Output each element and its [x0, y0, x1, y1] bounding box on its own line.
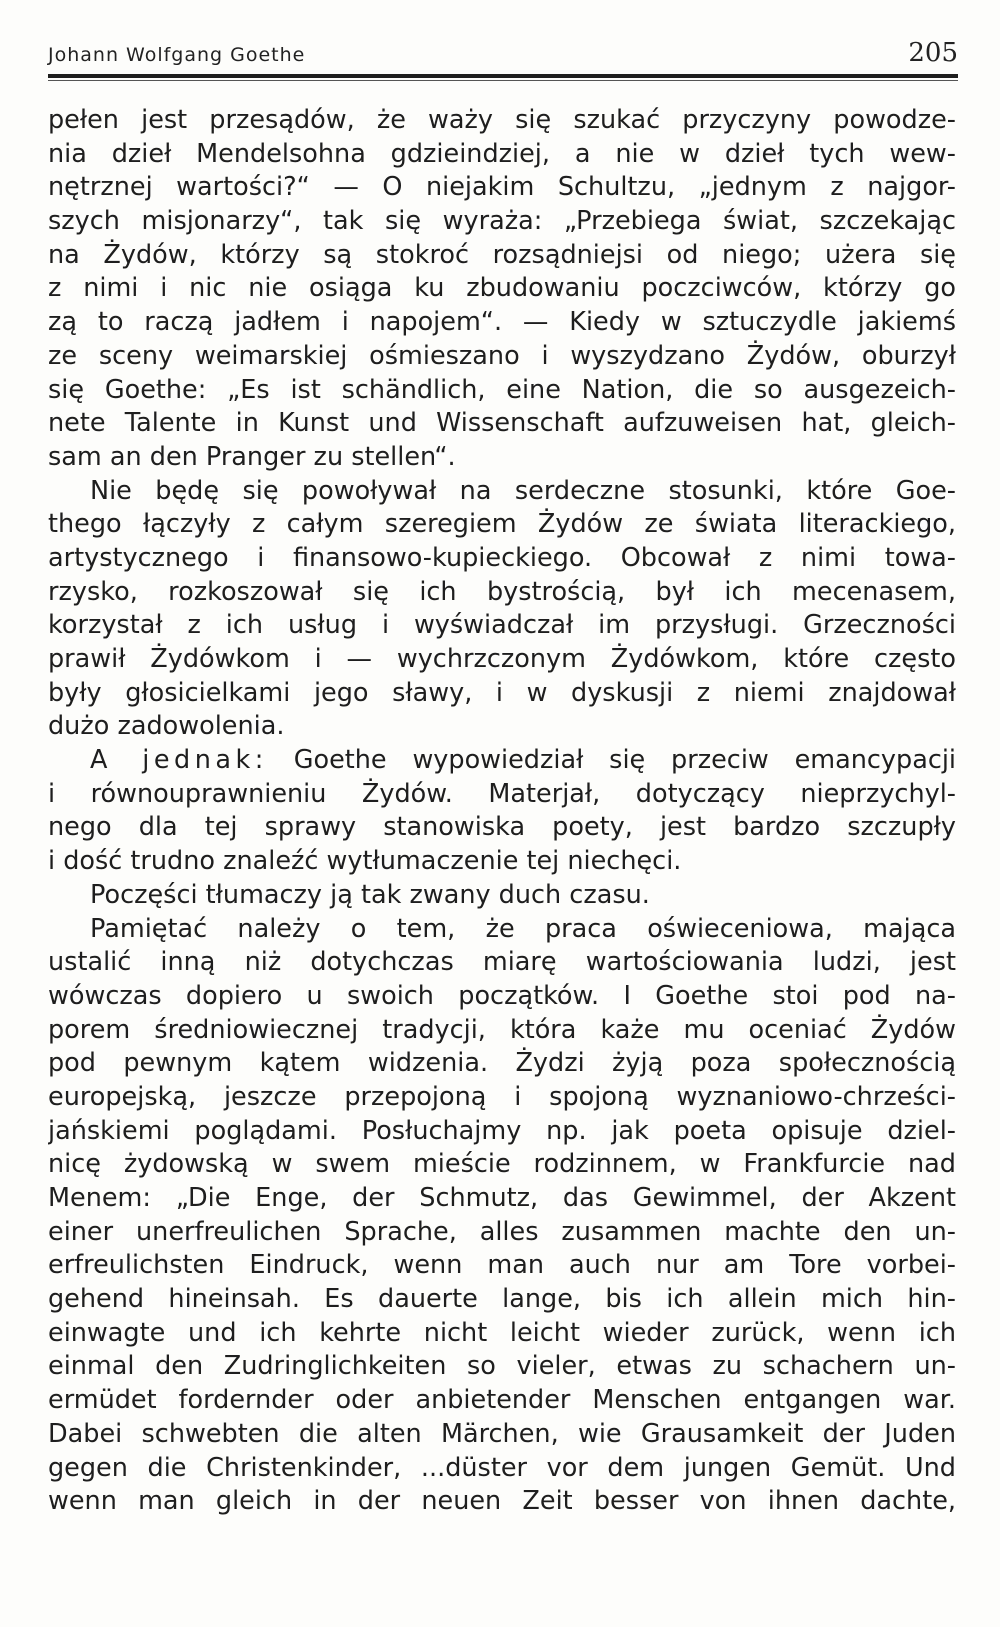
running-header [48, 38, 958, 72]
body-text [48, 104, 956, 1519]
text-line: szych misjonarzy“, tak się wyraża: „Przebiega świat, szczekając [48, 206, 956, 237]
text-line: erfreulichsten Eindruck, wenn man auch nur am Tore vorbei- [48, 1250, 956, 1281]
text-line: się Goethe: „Es ist schändlich, eine Nation, die so ausgezeich- [48, 374, 956, 405]
text-line: einmal den Zudringlichkeiten so vieler, etwas zu schachern un- [48, 1351, 956, 1382]
text-line: Dabei schwebten die alten Märchen, wie Grausamkeit der Juden [48, 1418, 956, 1449]
text-line: thego łączyły z całym szeregiem Żydów ze świata literackiego, [48, 509, 956, 540]
text-line: na Żydów, którzy są stokroć rozsądniejsi od niego; użera się [48, 239, 956, 270]
text-line: artystycznego i finansowo-kupieckiego. Obcował z nimi towa- [48, 542, 956, 573]
text-line: porem średniowiecznej tradycji, która każe mu oceniać Żydów [48, 1014, 956, 1045]
text-line: i dość trudno znaleźć wytłumaczenie tej niechęci. [48, 846, 682, 877]
text-line: gehend hineinsah. Es dauerte lange, bis ich allein mich hin- [48, 1284, 956, 1315]
text-line: ustalić inną niż dotychczas miarę wartościowania ludzi, jest [48, 947, 956, 978]
text-line: einwagte und ich kehrte nicht leicht wieder zurück, wenn ich [48, 1317, 956, 1348]
paragraph-start-line: Nie będę się powoływał na serdeczne stosunki, które Goe- [90, 475, 956, 506]
text-line: ze sceny weimarskiej ośmieszano i wyszydzano Żydów, oburzył [48, 340, 956, 371]
header-author: Johann Wolfgang Goethe [48, 44, 306, 66]
text-line: wówczas dopiero u swoich początków. I Goethe stoi pod na- [48, 980, 956, 1011]
text-line: sam an den Pranger zu stellen“. [48, 441, 456, 472]
paragraph-start-line: Pamiętać należy o tem, że praca oświeceniowa, mająca [90, 913, 956, 944]
text-line: wenn man gleich in der neuen Zeit besser von ihnen dachte, [48, 1486, 956, 1517]
text-line: ermüdet fordernder oder anbietender Menschen entgangen war. [48, 1385, 956, 1416]
text-line: dużo zadowolenia. [48, 711, 285, 742]
paragraph-start-line [48, 744, 956, 778]
text-line: prawił Żydówkom i — wychrzczonym Żydówkom, które często [48, 644, 956, 674]
text-line: nętrznej wartości?“ — O niejakim Schultzu, „jednym z najgor- [48, 172, 956, 203]
paragraph-start-text: Goethe wypowiedział się przeciw emancypacji [293, 745, 956, 776]
text-line: europejską, jeszcze przepojoną i spojoną wyznaniowo-chrześci- [48, 1081, 956, 1112]
text-line: nete Talente in Kunst und Wissenschaft aufzuweisen hat, gleich- [48, 408, 956, 439]
text-line: gegen die Christenkinder, ...düster vor dem jungen Gemüt. Und [48, 1452, 956, 1483]
text-line: nicę żydowską w swem mieście rodzinnem, w Frankfurcie nad [48, 1149, 956, 1180]
text-line: były głosicielkami jego sławy, i w dyskusji z niemi znajdował [48, 677, 956, 708]
text-line: rzysko, rozkoszował się ich bystrością, był ich mecenasem, [48, 576, 956, 607]
text-line: korzystał z ich usług i wyświadczał im przysługi. Grzeczności [48, 610, 956, 641]
text-line: jańskiemi poglądami. Posłuchajmy np. jak poeta opisuje dziel- [48, 1115, 956, 1146]
text-line: pełen jest przesądów, że waży się szukać przyczyny powodze- [48, 105, 956, 135]
page-number: 205 [908, 38, 958, 68]
text-line: zą to raczą jadłem i napojem“. — Kiedy w sztuczydle jakiemś [48, 307, 956, 338]
text-line: nego dla tej sprawy stanowiska poety, jest bardzo szczupły [48, 812, 956, 843]
text-line: einer unerfreulichen Sprache, alles zusammen machte den un- [48, 1216, 956, 1247]
emphasis-lead: A jednak: [90, 745, 268, 776]
text-line: Menem: „Die Enge, der Schmutz, das Gewimmel, der Akzent [48, 1183, 956, 1213]
paragraph-start-line: Poczęści tłumaczy ją tak zwany duch czasu. [90, 879, 650, 910]
text-line: nia dzieł Mendelsohna gdzieindziej, a nie w dzieł tych wew- [48, 138, 956, 169]
header-rule [48, 74, 958, 81]
text-line: pod pewnym kątem widzenia. Żydzi żyją poza społecznością [48, 1048, 956, 1079]
text-line: z nimi i nic nie osiąga ku zbudowaniu poczciwców, którzy go [48, 273, 956, 304]
text-line: i równouprawnieniu Żydów. Materjał, dotyczący nieprzychyl- [48, 778, 956, 809]
